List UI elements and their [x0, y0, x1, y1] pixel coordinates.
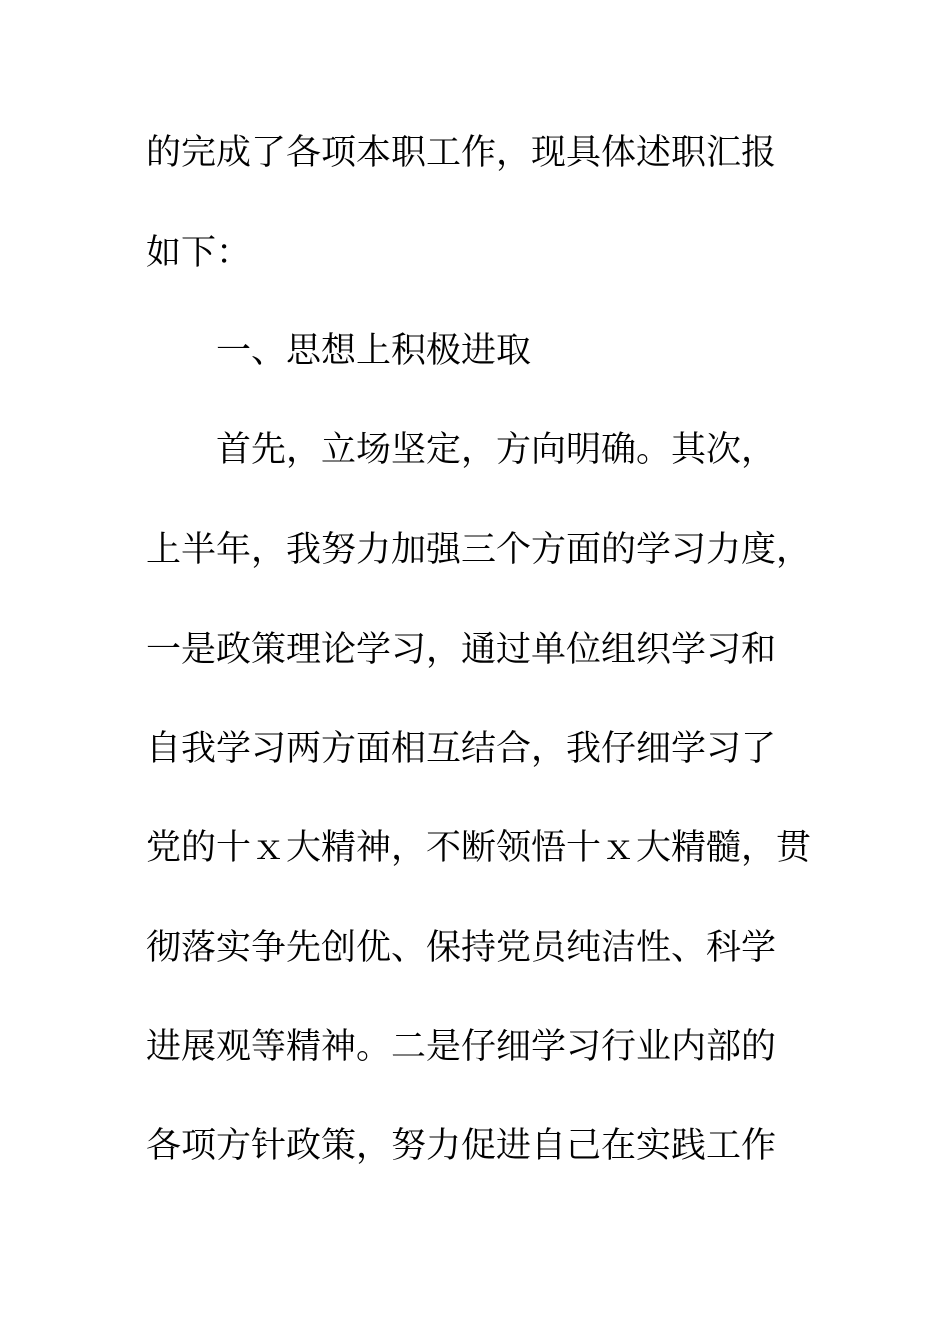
body-text-line: 的完成了各项本职工作，现具体述职汇报 — [146, 133, 777, 173]
body-text-line: 上半年，我努力加强三个方面的学习力度， — [146, 530, 812, 570]
body-text-line: 各项方针政策，努力促进自己在实践工作 — [146, 1126, 777, 1166]
body-text-line: 一是政策理论学习，通过单位组织学习和 — [146, 630, 777, 670]
body-text-line: 党的十ｘ大精神，不断领悟十ｘ大精髓，贯 — [146, 828, 812, 868]
paragraph-first-line: 首先，立场坚定，方向明确。其次， — [216, 430, 777, 470]
body-text-line: 彻落实争先创优、保持党员纯洁性、科学 — [146, 928, 777, 968]
body-text-line: 如下： — [146, 233, 252, 273]
body-text-line: 自我学习两方面相互结合，我仔细学习了 — [146, 729, 777, 769]
section-heading: 一、思想上积极进取 — [216, 331, 532, 371]
body-text-line: 进展观等精神。二是仔细学习行业内部的 — [146, 1027, 777, 1067]
